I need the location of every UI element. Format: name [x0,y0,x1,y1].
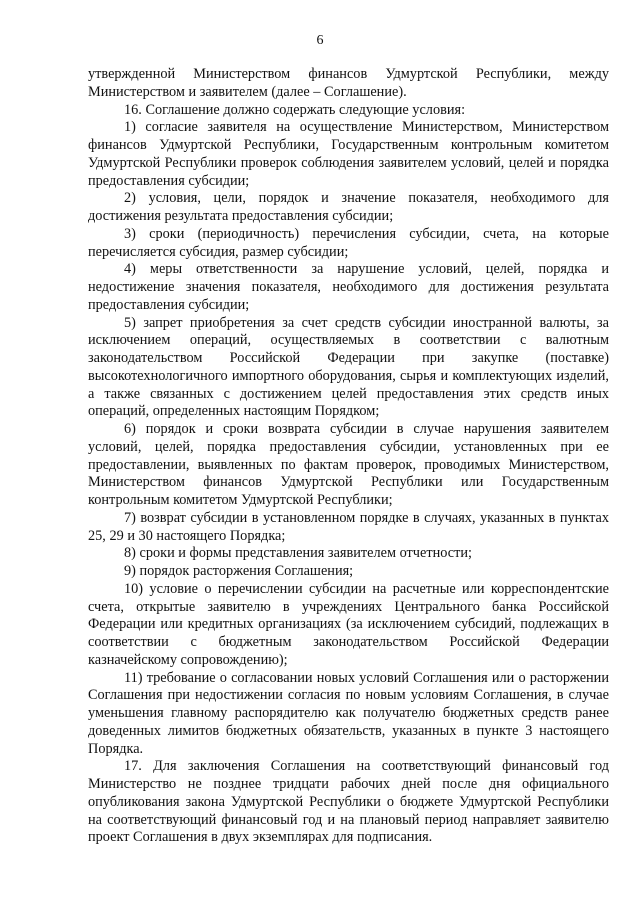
paragraph-item-7: 7) возврат субсидии в установленном порядке в случаях, указанных в пунктах 25, 29 и 30 настоящего Порядка; [88,509,609,544]
paragraph-item-9: 9) порядок расторжения Соглашения; [124,563,354,579]
paragraph-clause-16: 16. Соглашение должно содержать следующие условия: [124,101,466,118]
paragraph-item-8: 8) сроки и формы представления заявителем отчетности; [124,545,472,562]
paragraph-continuation: утвержденной Министерством финансов Удмуртской Республики, между Министерством и заявителем (далее – Соглашение). [88,66,609,100]
page-number: 6 [316,33,324,48]
paragraph-item-5: 5) запрет приобретения за счет средств субсидии иностранной валюты, за исключением операций, осуществляемых в соответствии с валютным законодательством Российской Федерации при закупке (поставке) высокотехнологичного импортного оборудования, сырья и комплектующих изделий, а также связанных с достижением целей предоставления этих средств иных операций, определенных настоящим Порядком; [88,314,609,420]
paragraph-item-10: 10) условие о перечислении субсидии на расчетные или корреспондентские счета, открытые заявителю в учреждениях Центрального банка Российской Федерации или кредитных организациях (за исключением субсидий, подлежащих в соответствии с бюджетным законодательством Российской Федерации казначейскому сопровождению); [88,580,609,668]
document-body [88,66,609,847]
paragraph-item-1: 1) согласие заявителя на осуществление Министерством, Министерством финансов Удмуртской Республики, Государственным контрольным комитетом Удмуртской Республики проверок соблюдения заявителем условий, целей и порядка предоставления субсидии; [88,119,609,189]
paragraph-item-6: 6) порядок и сроки возврата субсидии в случае нарушения заявителем условий, целей, порядка предоставления субсидии, установленных при ее предоставлении, выявленных по фактам проверок, проводимых Министерством, Министерством финансов Удмуртской Республики или Государственным контрольным комитетом Удмуртской Республики; [88,421,609,508]
paragraph-item-2: 2) условия, цели, порядок и значение показателя, необходимого для достижения результата предоставления субсидии; [88,190,609,224]
paragraph-clause-17: 17. Для заключения Соглашения на соответствующий финансовый год Министерство не позднее тридцати рабочих дней после дня официального опубликования закона Удмуртской Республики о бюджете Удмуртской Республики на соответствующий финансовый год и на плановый период направляет заявителю проект Соглашения в двух экземплярах для подписания. [88,758,609,846]
paragraph-item-3: 3) сроки (периодичность) перечисления субсидии, счета, на которые перечисляется субсидия, размер субсидии; [88,225,609,260]
paragraph-item-4: 4) меры ответственности за нарушение условий, целей, порядка и недостижение значения показателя, необходимого для достижения результата предоставления субсидии; [88,261,609,313]
paragraph-item-11: 11) требование о согласовании новых условий Соглашения или о расторжении Соглашения при недостижении согласия по новым условиям Соглашения, в случае уменьшения главному распорядителю как получателю бюджетных средств ранее доведенных лимитов бюджетных обязательств, указанных в пункте 3 настоящего Порядка. [88,669,609,757]
